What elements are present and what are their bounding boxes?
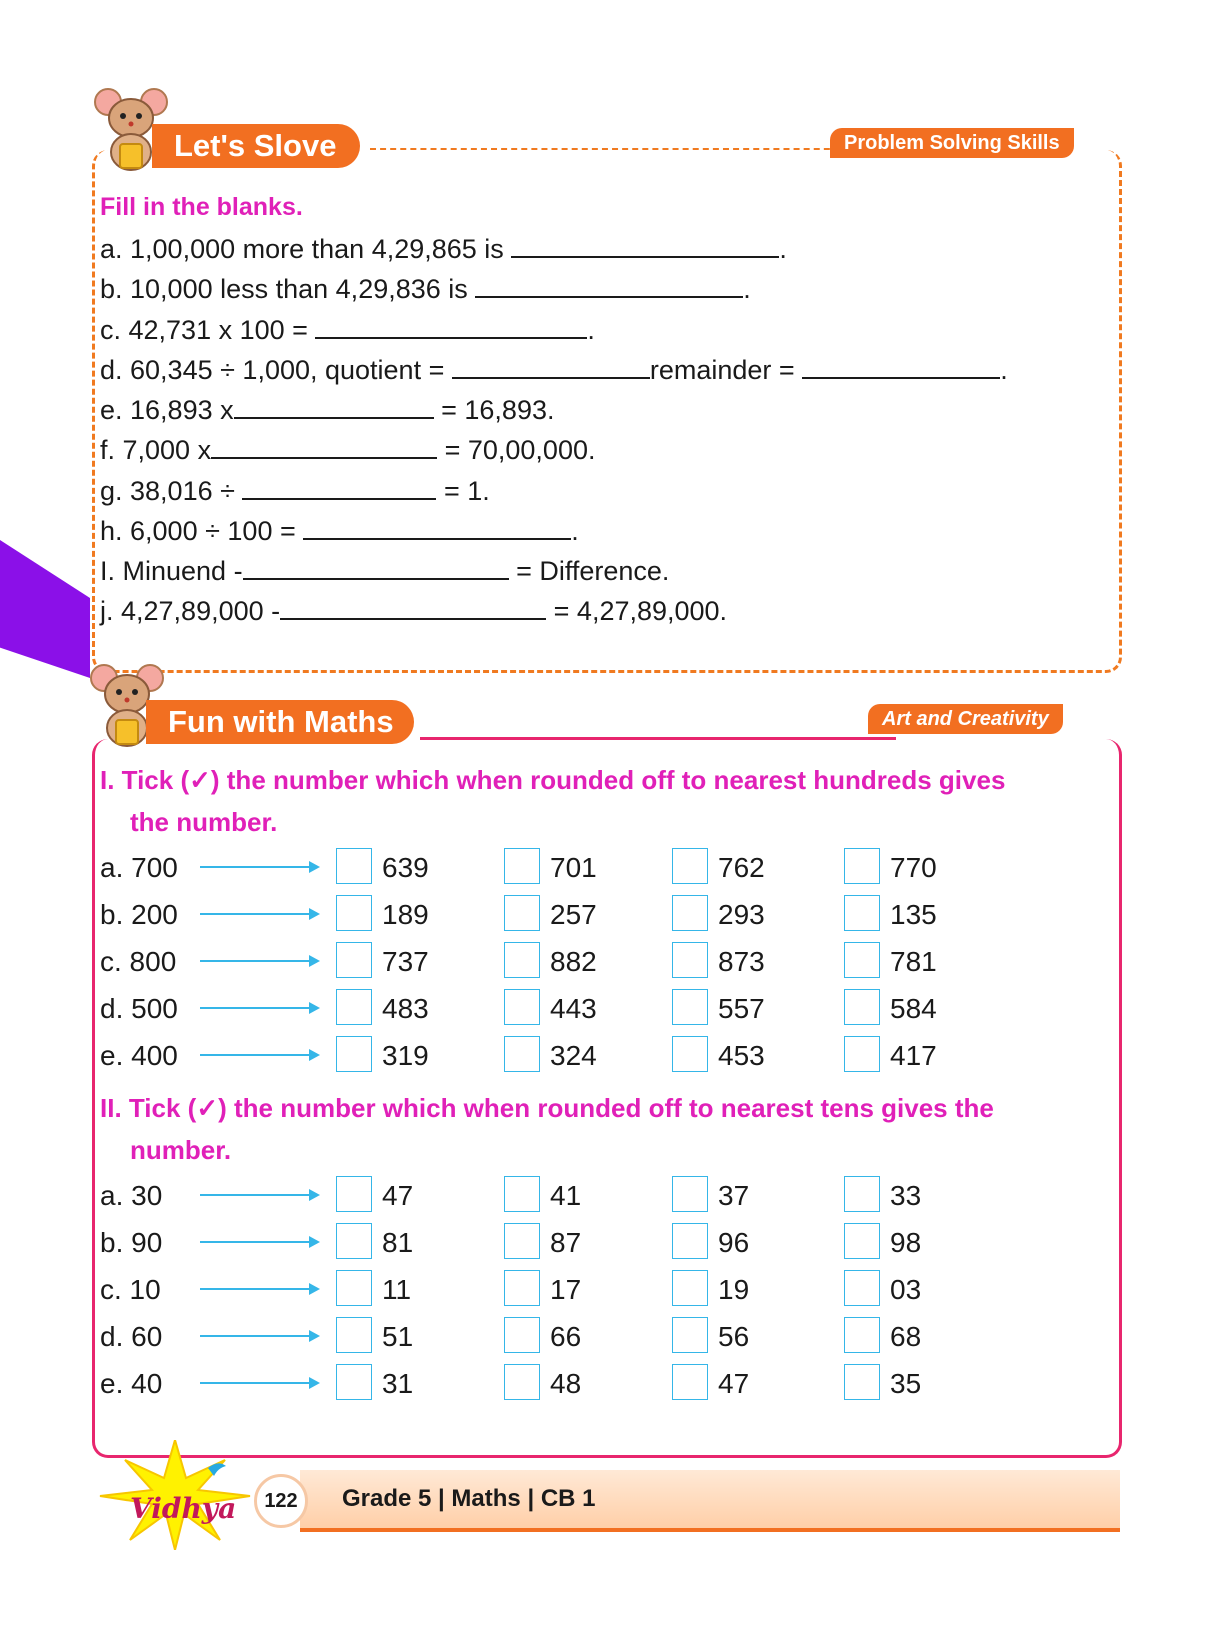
- tick-row: [100, 1270, 1100, 1310]
- answer-blank[interactable]: [234, 393, 434, 419]
- row-label: e. 400: [100, 1040, 178, 1071]
- answer-blank[interactable]: [211, 433, 437, 459]
- option-number: 17: [550, 1274, 582, 1305]
- option-number: 189: [382, 899, 429, 930]
- tick-checkbox[interactable]: [336, 1364, 372, 1400]
- arrow-right-icon: [200, 1288, 316, 1290]
- option-number: 324: [550, 1040, 597, 1071]
- option-number: 584: [890, 993, 937, 1024]
- answer-blank[interactable]: [243, 554, 509, 580]
- option-number: 68: [890, 1321, 922, 1352]
- tick-checkbox[interactable]: [672, 895, 708, 931]
- side-decoration: [0, 540, 90, 678]
- blank-item-f: f. 7,000 x = 70,00,000.: [100, 435, 596, 465]
- tick-checkbox[interactable]: [844, 848, 880, 884]
- tick-checkbox[interactable]: [336, 1223, 372, 1259]
- option-number: 81: [382, 1227, 414, 1258]
- arrow-right-icon: [200, 1335, 316, 1337]
- tick-row: [100, 895, 1100, 935]
- tick-checkbox[interactable]: [504, 1223, 540, 1259]
- tick-checkbox[interactable]: [336, 1036, 372, 1072]
- tick-checkbox[interactable]: [844, 1364, 880, 1400]
- blank-item-c: c. 42,731 x 100 = .: [100, 315, 595, 345]
- option-number: 639: [382, 852, 429, 883]
- tick-checkbox[interactable]: [504, 1317, 540, 1353]
- arrow-right-icon: [200, 1194, 316, 1196]
- blank-item-e: e. 16,893 x = 16,893.: [100, 395, 555, 425]
- question-1-heading: I. Tick (✓) the number which when rounded off to nearest hundreds gives the number.: [100, 765, 1006, 837]
- tick-checkbox[interactable]: [844, 1176, 880, 1212]
- footer-title: Grade 5 | Maths | CB 1: [342, 1485, 596, 1512]
- answer-blank[interactable]: [303, 514, 571, 540]
- row-label: e. 40: [100, 1368, 163, 1399]
- fun-title: Fun with Maths: [168, 704, 394, 739]
- vidhya-logo-text: Vidhya: [130, 1492, 237, 1525]
- row-label: d. 60: [100, 1321, 163, 1352]
- tick-checkbox[interactable]: [844, 1270, 880, 1306]
- arrow-right-icon: [200, 960, 316, 962]
- option-number: 737: [382, 946, 429, 977]
- option-number: 37: [718, 1180, 750, 1211]
- remainder-blank[interactable]: [802, 353, 1000, 379]
- option-number: 701: [550, 852, 597, 883]
- arrow-right-icon: [200, 1382, 316, 1384]
- option-number: 453: [718, 1040, 765, 1071]
- tick-checkbox[interactable]: [336, 895, 372, 931]
- option-number: 443: [550, 993, 597, 1024]
- option-number: 483: [382, 993, 429, 1024]
- option-number: 257: [550, 899, 597, 930]
- solve-top-border: [370, 148, 850, 150]
- tick-checkbox[interactable]: [844, 1223, 880, 1259]
- tick-checkbox[interactable]: [336, 1176, 372, 1212]
- option-number: 882: [550, 946, 597, 977]
- tick-checkbox[interactable]: [672, 1036, 708, 1072]
- option-number: 96: [718, 1227, 750, 1258]
- tick-checkbox[interactable]: [504, 895, 540, 931]
- answer-blank[interactable]: [280, 594, 546, 620]
- fun-tag-label: Art and Creativity: [882, 707, 1049, 730]
- tick-checkbox[interactable]: [504, 989, 540, 1025]
- tick-checkbox[interactable]: [844, 989, 880, 1025]
- tick-row: [100, 1036, 1100, 1076]
- answer-blank[interactable]: [315, 313, 587, 339]
- solve-heading: Fill in the blanks.: [100, 193, 303, 221]
- option-number: 35: [890, 1368, 922, 1399]
- tick-checkbox[interactable]: [672, 1223, 708, 1259]
- option-number: 98: [890, 1227, 922, 1258]
- option-number: 51: [382, 1321, 414, 1352]
- tick-row: [100, 848, 1100, 888]
- option-number: 417: [890, 1040, 937, 1071]
- fun-tag: [868, 704, 1063, 734]
- option-number: 47: [718, 1368, 750, 1399]
- option-number: 873: [718, 946, 765, 977]
- row-label: a. 700: [100, 852, 178, 883]
- tick-checkbox[interactable]: [844, 1317, 880, 1353]
- blank-item-a: a. 1,00,000 more than 4,29,865 is .: [100, 234, 787, 264]
- option-number: 56: [718, 1321, 750, 1352]
- tick-checkbox[interactable]: [336, 942, 372, 978]
- blank-item-b: b. 10,000 less than 4,29,836 is .: [100, 274, 751, 304]
- option-number: 770: [890, 852, 937, 883]
- tick-checkbox[interactable]: [336, 1317, 372, 1353]
- arrow-right-icon: [200, 1007, 316, 1009]
- option-number: 11: [382, 1274, 412, 1305]
- blank-item-h: h. 6,000 ÷ 100 = .: [100, 516, 579, 546]
- tick-row: [100, 1176, 1100, 1216]
- tick-checkbox[interactable]: [844, 942, 880, 978]
- answer-blank[interactable]: [511, 232, 779, 258]
- arrow-right-icon: [200, 866, 316, 868]
- solve-tag: [830, 128, 1074, 158]
- row-label: d. 500: [100, 993, 178, 1024]
- tick-checkbox[interactable]: [336, 1270, 372, 1306]
- tick-checkbox[interactable]: [844, 895, 880, 931]
- option-number: 66: [550, 1321, 582, 1352]
- page-number: 122: [254, 1474, 308, 1528]
- tick-checkbox[interactable]: [672, 942, 708, 978]
- fun-top-border: [420, 737, 896, 740]
- option-number: 03: [890, 1274, 922, 1305]
- tick-checkbox[interactable]: [672, 989, 708, 1025]
- option-number: 135: [890, 899, 937, 930]
- option-number: 19: [718, 1274, 750, 1305]
- option-number: 31: [382, 1368, 414, 1399]
- fun-title-pill: [146, 700, 414, 744]
- question-2-heading: II. Tick (✓) the number which when rounded off to nearest tens gives the number.: [100, 1093, 994, 1165]
- tick-checkbox[interactable]: [844, 1036, 880, 1072]
- option-number: 41: [550, 1180, 582, 1211]
- row-label: c. 10: [100, 1274, 161, 1305]
- solve-tag-label: Problem Solving Skills: [844, 131, 1060, 154]
- tick-checkbox[interactable]: [672, 848, 708, 884]
- row-label: b. 90: [100, 1227, 163, 1258]
- row-label: b. 200: [100, 899, 178, 930]
- tick-checkbox[interactable]: [504, 1176, 540, 1212]
- row-label: a. 30: [100, 1180, 163, 1211]
- blank-item-i: I. Minuend - = Difference.: [100, 556, 670, 586]
- solve-title: Let's Slove: [174, 128, 337, 163]
- arrow-right-icon: [200, 1054, 316, 1056]
- tick-checkbox[interactable]: [672, 1364, 708, 1400]
- tick-checkbox[interactable]: [336, 989, 372, 1025]
- blank-item-j: j. 4,27,89,000 - = 4,27,89,000.: [100, 596, 728, 626]
- option-number: 293: [718, 899, 765, 930]
- tick-checkbox[interactable]: [504, 1036, 540, 1072]
- option-number: 557: [718, 993, 765, 1024]
- tick-checkbox[interactable]: [504, 1364, 540, 1400]
- solve-title-pill: [152, 124, 360, 168]
- tick-checkbox[interactable]: [672, 1270, 708, 1306]
- answer-blank[interactable]: [475, 272, 743, 298]
- arrow-right-icon: [200, 1241, 316, 1243]
- tick-checkbox[interactable]: [336, 848, 372, 884]
- option-number: 781: [890, 946, 937, 977]
- row-label: c. 800: [100, 946, 177, 977]
- option-number: 48: [550, 1368, 582, 1399]
- tick-checkbox[interactable]: [504, 848, 540, 884]
- tick-checkbox[interactable]: [672, 1317, 708, 1353]
- tick-checkbox[interactable]: [504, 942, 540, 978]
- tick-row: [100, 1223, 1100, 1263]
- option-number: 47: [382, 1180, 414, 1211]
- tick-checkbox[interactable]: [672, 1176, 708, 1212]
- option-number: 319: [382, 1040, 429, 1071]
- tick-row: [100, 1364, 1100, 1404]
- option-number: 762: [718, 852, 765, 883]
- blank-item-d: d. 60,345 ÷ 1,000, quotient = remainder = .: [100, 355, 1008, 385]
- tick-row: [100, 1317, 1100, 1357]
- tick-checkbox[interactable]: [504, 1270, 540, 1306]
- option-number: 87: [550, 1227, 582, 1258]
- quotient-blank[interactable]: [452, 353, 650, 379]
- tick-row: [100, 942, 1100, 982]
- option-number: 33: [890, 1180, 922, 1211]
- blank-item-g: g. 38,016 ÷ = 1.: [100, 476, 490, 506]
- answer-blank[interactable]: [242, 474, 436, 500]
- arrow-right-icon: [200, 913, 316, 915]
- tick-row: [100, 989, 1100, 1029]
